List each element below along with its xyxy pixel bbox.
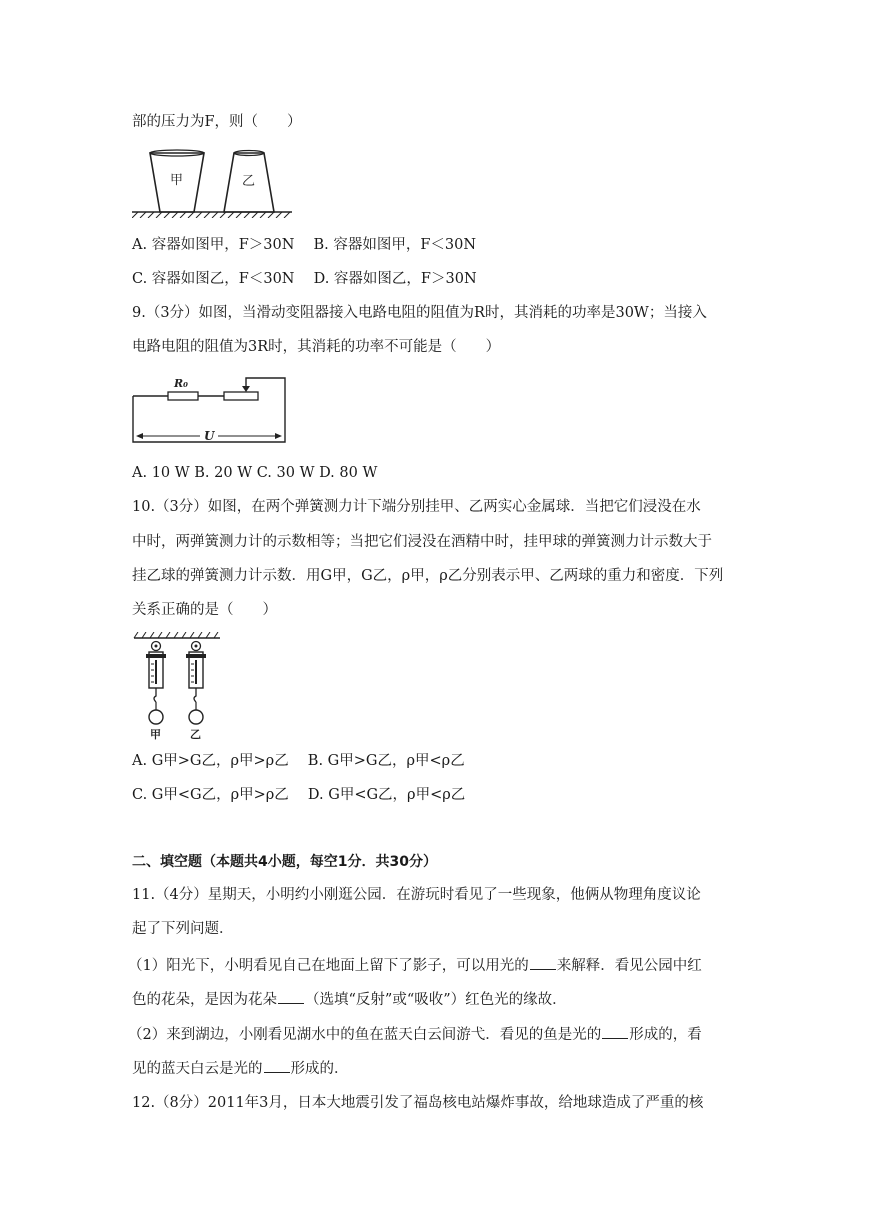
label-jia: 甲 (170, 173, 184, 188)
section-heading-fill-in: 二、填空题（本题共4小题，每空1分．共30分） (132, 854, 437, 870)
q8-options-line1: A. 容器如图甲，F＞30N B. 容器如图甲，F＜30N (132, 237, 477, 253)
q8-containers-figure (132, 148, 292, 218)
q11-part2-line1 (128, 1024, 702, 1045)
q11-p4b: 形成的． (290, 1061, 349, 1077)
q10-stem-line4: 关系正确的是（ ） (132, 602, 277, 618)
q11-p3a: （2）来到湖边，小刚看见湖水中的鱼在蓝天白云间游弋．看见的鱼是光的 (128, 1027, 602, 1043)
answer-blank-4[interactable] (264, 1058, 290, 1073)
q11-p1b: 来解释．看见公园中红 (556, 958, 702, 974)
q11-p1a: （1）阳光下，小明看见自己在地面上留下了影子，可以用光的 (128, 958, 529, 974)
spring-scale-jia (146, 642, 166, 742)
u-label: U (204, 429, 215, 443)
q12-stem-line1: 12.（8分）2011年3月，日本大地震引发了福岛核电站爆炸事故，给地球造成了严重的核 (132, 1095, 704, 1111)
q11-p2a: 色的花朵，是因为花朵 (132, 992, 277, 1008)
answer-blank-2[interactable] (278, 989, 304, 1004)
answer-blank-3[interactable] (602, 1024, 628, 1039)
q9-options: A. 10 W B. 20 W C. 30 W D. 80 W (132, 465, 378, 481)
q10-stem-line1: 10.（3分）如图，在两个弹簧测力计下端分别挂甲、乙两实心金属球．当把它们浸没在水 (132, 499, 701, 515)
rheostat (224, 392, 258, 400)
resistor-r0 (168, 392, 198, 400)
answer-blank-1[interactable] (530, 955, 556, 970)
q11-stem-line1: 11.（4分）星期天，小明约小刚逛公园．在游玩时看见了一些现象，他俩从物理角度议论 (132, 887, 701, 903)
q11-p3b: 形成的，看 (629, 1027, 702, 1043)
q10-stem-line2: 中时，两弹簧测力计的示数相等；当把它们浸没在酒精中时，挂甲球的弹簧测力计示数大于 (132, 534, 712, 550)
q11-p4a: 见的蓝天白云是光的 (132, 1061, 263, 1077)
q11-stem-line2: 起了下列问题． (132, 921, 234, 937)
label-yi: 乙 (242, 174, 256, 189)
q9-stem-line2: 电路电阻的阻值为3R时，其消耗的功率不可能是（ ） (132, 339, 501, 355)
q10-options-line2: C. G甲<G乙，ρ甲>ρ乙 D. G甲<G乙，ρ甲<ρ乙 (132, 787, 466, 803)
q10-options-line1: A. G甲>G乙，ρ甲>ρ乙 B. G甲>G乙，ρ甲<ρ乙 (132, 753, 465, 769)
q9-stem-line1: 9.（3分）如图，当滑动变阻器接入电路电阻的阻值为R时，其消耗的功率是30W；当接入 (132, 305, 707, 321)
ball-jia (149, 710, 163, 724)
q11-part2-line2 (132, 1058, 349, 1079)
q11-part1-line1 (128, 955, 702, 976)
q11-part1-line2 (132, 989, 567, 1010)
q8-stem-tail: 部的压力为F，则（ ） (132, 114, 302, 130)
spring-scale-yi (186, 642, 206, 742)
q8-options-line2: C. 容器如图乙，F＜30N D. 容器如图乙，F＞30N (132, 271, 477, 287)
q9-circuit-figure (128, 372, 290, 452)
label-yi-ball: 乙 (190, 728, 201, 741)
q10-stem-line3: 挂乙球的弹簧测力计示数．用G甲，G乙，ρ甲，ρ乙分别表示甲、乙两球的重力和密度．下列 (132, 568, 724, 584)
q10-spring-scales-figure (132, 632, 222, 742)
q11-p2b: （选填“反射”或“吸收”）红色光的缘故． (305, 992, 567, 1008)
label-jia-ball: 甲 (150, 728, 161, 741)
ball-yi (189, 710, 203, 724)
r0-label: R₀ (174, 377, 188, 390)
